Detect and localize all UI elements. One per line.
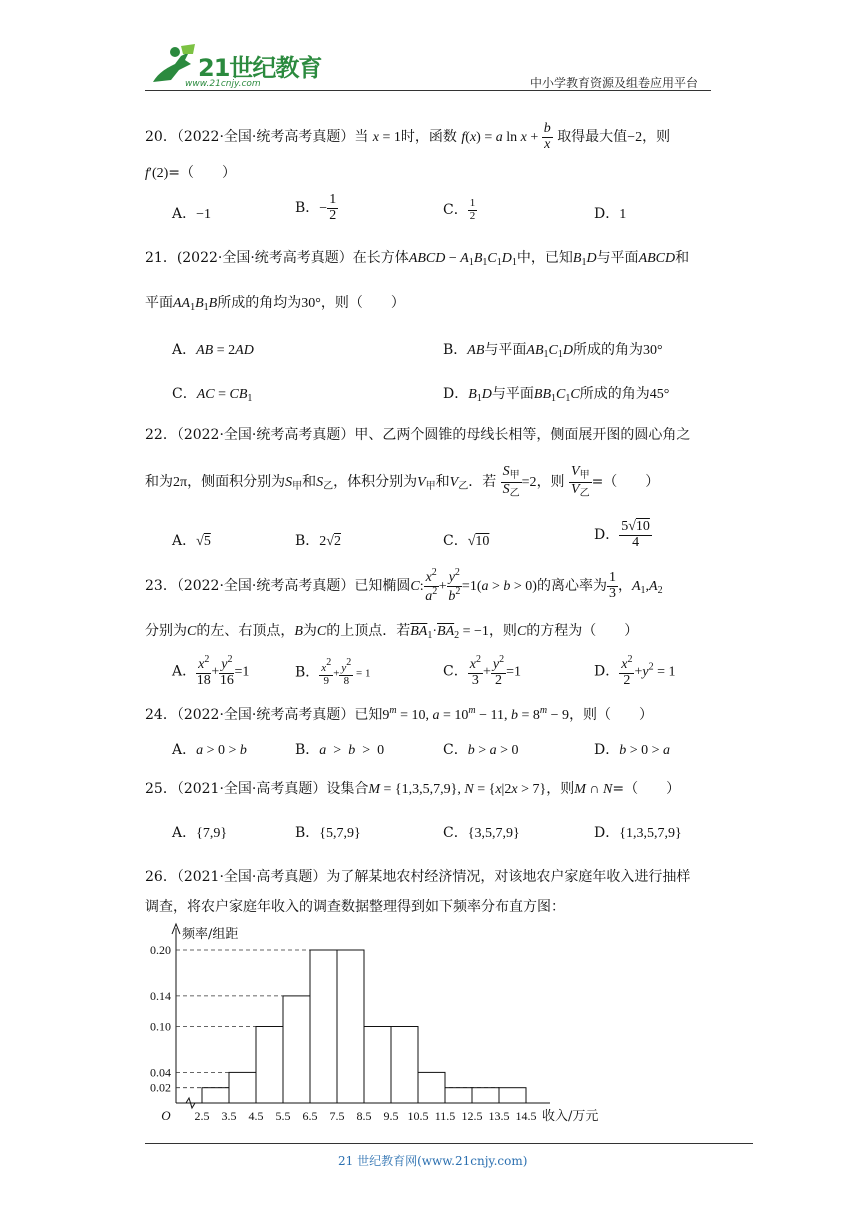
histogram-bar <box>310 950 337 1103</box>
q22-line2: 和为2π，侧面积分别为$S_甲$和$S_乙$，体积分别为$V_甲$和$V_乙$．若 $\frac{S_甲}{S_乙}$ =2，则 $\frac{V_甲}{V_乙}$ =（ ） <box>145 464 660 499</box>
histogram-bar <box>229 1072 256 1103</box>
x-tick-label: 12.5 <box>461 1109 483 1123</box>
q20-line2: f′(2)=（ ） <box>145 165 237 181</box>
q22-line1: 22．（2022·全国·统考高考真题）甲、乙两个圆锥的母线长相等，侧面展开图的圆心角之 <box>145 427 691 443</box>
q22-option-c[interactable]: C．√10 <box>443 533 490 549</box>
q26-line2: 调查，将农户家庭年收入的调查数据整理得到如下频率分布直方图： <box>145 899 565 915</box>
histogram-bar <box>283 996 310 1103</box>
q23-line1: 23．（2022·全国·统考高考真题）已知椭圆C: $\frac{x^2}{a^2}$ + $\frac{y^2}{b^2}$ =1(a > b > 0)的离心率为 $\frac{1}{3}$ ，$A_1,A_2$ <box>145 567 663 604</box>
header-rule <box>145 90 711 91</box>
x-axis-label: 收入/万元 <box>542 1109 599 1124</box>
x-tick-label: 10.5 <box>407 1109 429 1123</box>
q22-option-a[interactable]: A．√5 <box>172 533 211 549</box>
q23-option-a[interactable]: A． $\frac{x^2}{18}$ + $\frac{y^2}{16}$ =1 <box>172 654 250 688</box>
header-right-text: 中小学教育资源及组卷应用平台 <box>530 76 699 90</box>
q20-mid1: 时，函数 <box>400 129 457 146</box>
x-tick-label: 8.5 <box>356 1109 372 1123</box>
frequency-histogram <box>140 918 640 1128</box>
histogram-bar <box>418 1072 445 1103</box>
q24-line1: 24．（2022·全国·统考高考真题）已知$9^m = 10$, $a = 10^m - 11$, $b = 8^m - 9$，则（ ） <box>145 705 654 723</box>
q20-option-b[interactable]: B．− $\frac{1}{2}$ <box>295 192 337 223</box>
q20-mid3: ，则 <box>642 129 671 146</box>
y-tick-label: 0.02 <box>150 1080 171 1095</box>
q26-line1: 26．（2021·全国·高考真题）为了解某地农村经济情况，对该地农户家庭年收入进行抽样 <box>145 869 691 885</box>
q24-option-d[interactable]: D．b > 0 > a <box>594 742 671 758</box>
q22-option-d[interactable]: D． $\frac{5√10}{4}$ <box>594 519 650 550</box>
q20-frac-b-x: $\frac{b}{x}$ <box>543 121 551 152</box>
q20-prefix: 20．（2022·全国·统考高考真题）当 <box>145 129 369 146</box>
x-tick-label: 9.5 <box>383 1109 399 1123</box>
q25-line1: 25．（2021·全国·高考真题）设集合M = {1,3,5,7,9}, N = {x|2x > 7}，则M ∩ N=（ ） <box>145 781 681 797</box>
x-tick-label: 5.5 <box>275 1109 291 1123</box>
x-tick-label: 13.5 <box>488 1109 510 1123</box>
histogram-bar <box>337 950 364 1103</box>
q21-line1: 21．(2022·全国·统考高考真题）在长方体ABCD − $A_1B_1C_1D_1$中，已知$B_1D$与平面ABCD和 <box>145 250 690 268</box>
y-tick-label: 0.20 <box>150 943 171 957</box>
origin-label: O <box>161 1108 171 1123</box>
q24-option-b[interactable]: B．a > b > 0 <box>295 742 385 758</box>
q21-option-a[interactable]: A．AB = 2AD <box>172 342 254 358</box>
histogram-bar <box>445 1088 472 1103</box>
x-tick-label: 4.5 <box>248 1109 264 1123</box>
footer-rule <box>145 1143 753 1144</box>
y-tick-label: 0.04 <box>150 1065 171 1080</box>
footer-text: 21 世纪教育网(www.21cnjy.com) <box>338 1154 528 1168</box>
histogram-bar <box>391 1027 418 1104</box>
q25-option-a[interactable]: A．{7,9} <box>172 825 228 841</box>
q20-option-a[interactable]: A．−1 <box>172 206 212 222</box>
q23-option-c[interactable]: C． $\frac{x^2}{3}$ + $\frac{y^2}{2}$ =1 <box>443 654 521 688</box>
q21-line2: 平面$AA_1B_1B$所成的角均为30°，则（ ） <box>145 295 405 313</box>
histogram-bar <box>256 1027 283 1104</box>
q25-option-d[interactable]: D．{1,3,5,7,9} <box>594 825 682 841</box>
x-tick-label: 11.5 <box>434 1109 456 1123</box>
y-tick-label: 0.14 <box>150 988 171 1003</box>
y-axis-label: 频率/组距 <box>182 927 239 942</box>
q21-option-d[interactable]: D．$B_1D$与平面$BB_1C_1C$所成的角为45° <box>443 386 670 404</box>
q24-option-c[interactable]: C．b > a > 0 <box>443 742 519 758</box>
q23-line2: 分别为C的左、右顶点，B为C的上顶点．若$\overline{BA}_1\cdot\overline{BA}_2 = -1$，则C的方程为（ ） <box>145 623 639 641</box>
q25-option-c[interactable]: C．{3,5,7,9} <box>443 825 520 841</box>
q24-option-a[interactable]: A．a > 0 > b <box>172 742 247 758</box>
x-tick-label: 3.5 <box>221 1109 237 1123</box>
q20-option-c[interactable]: C． $\frac{1}{2}$ <box>443 197 476 222</box>
q21-option-c[interactable]: C．AC = $CB_1$ <box>172 386 253 404</box>
y-tick-label: 0.10 <box>150 1019 171 1034</box>
q21-option-b[interactable]: B．AB与平面$AB_1C_1D$所成的角为30° <box>443 342 663 360</box>
x-tick-label: 6.5 <box>302 1109 318 1123</box>
q20-option-d[interactable]: D．1 <box>594 206 627 222</box>
histogram-bar <box>202 1088 229 1103</box>
histogram-bar <box>364 1027 391 1104</box>
x-tick-label: 14.5 <box>515 1109 537 1123</box>
histogram-bar <box>499 1088 526 1103</box>
q20-line1: 20．（2022·全国·统考高考真题）当 x = 1时，函数 f(x) = a ln x + $\frac{b}{x}$ 取得最大值−2，则 <box>145 121 671 152</box>
q23-option-d[interactable]: D． $\frac{x^2}{2}$ $+y^2 = 1$ <box>594 654 676 688</box>
q25-option-b[interactable]: B．{5,7,9} <box>295 825 361 841</box>
header <box>0 0 860 100</box>
q20-line2-text: =（ ） <box>168 165 237 181</box>
q23-option-b[interactable]: B． $\frac{x2}{9}$ + $\frac{y2}{8}$ = 1 <box>295 657 371 687</box>
histogram-bar <box>472 1088 499 1103</box>
x-tick-label: 7.5 <box>329 1109 345 1123</box>
q20-mid2: 取得最大值 <box>557 129 628 146</box>
logo-url: www.21cnjy.com <box>185 79 261 89</box>
x-tick-label: 2.5 <box>194 1109 210 1123</box>
q22-option-b[interactable]: B．2√2 <box>295 533 341 549</box>
logo-text: 21世纪教育 <box>198 54 322 82</box>
